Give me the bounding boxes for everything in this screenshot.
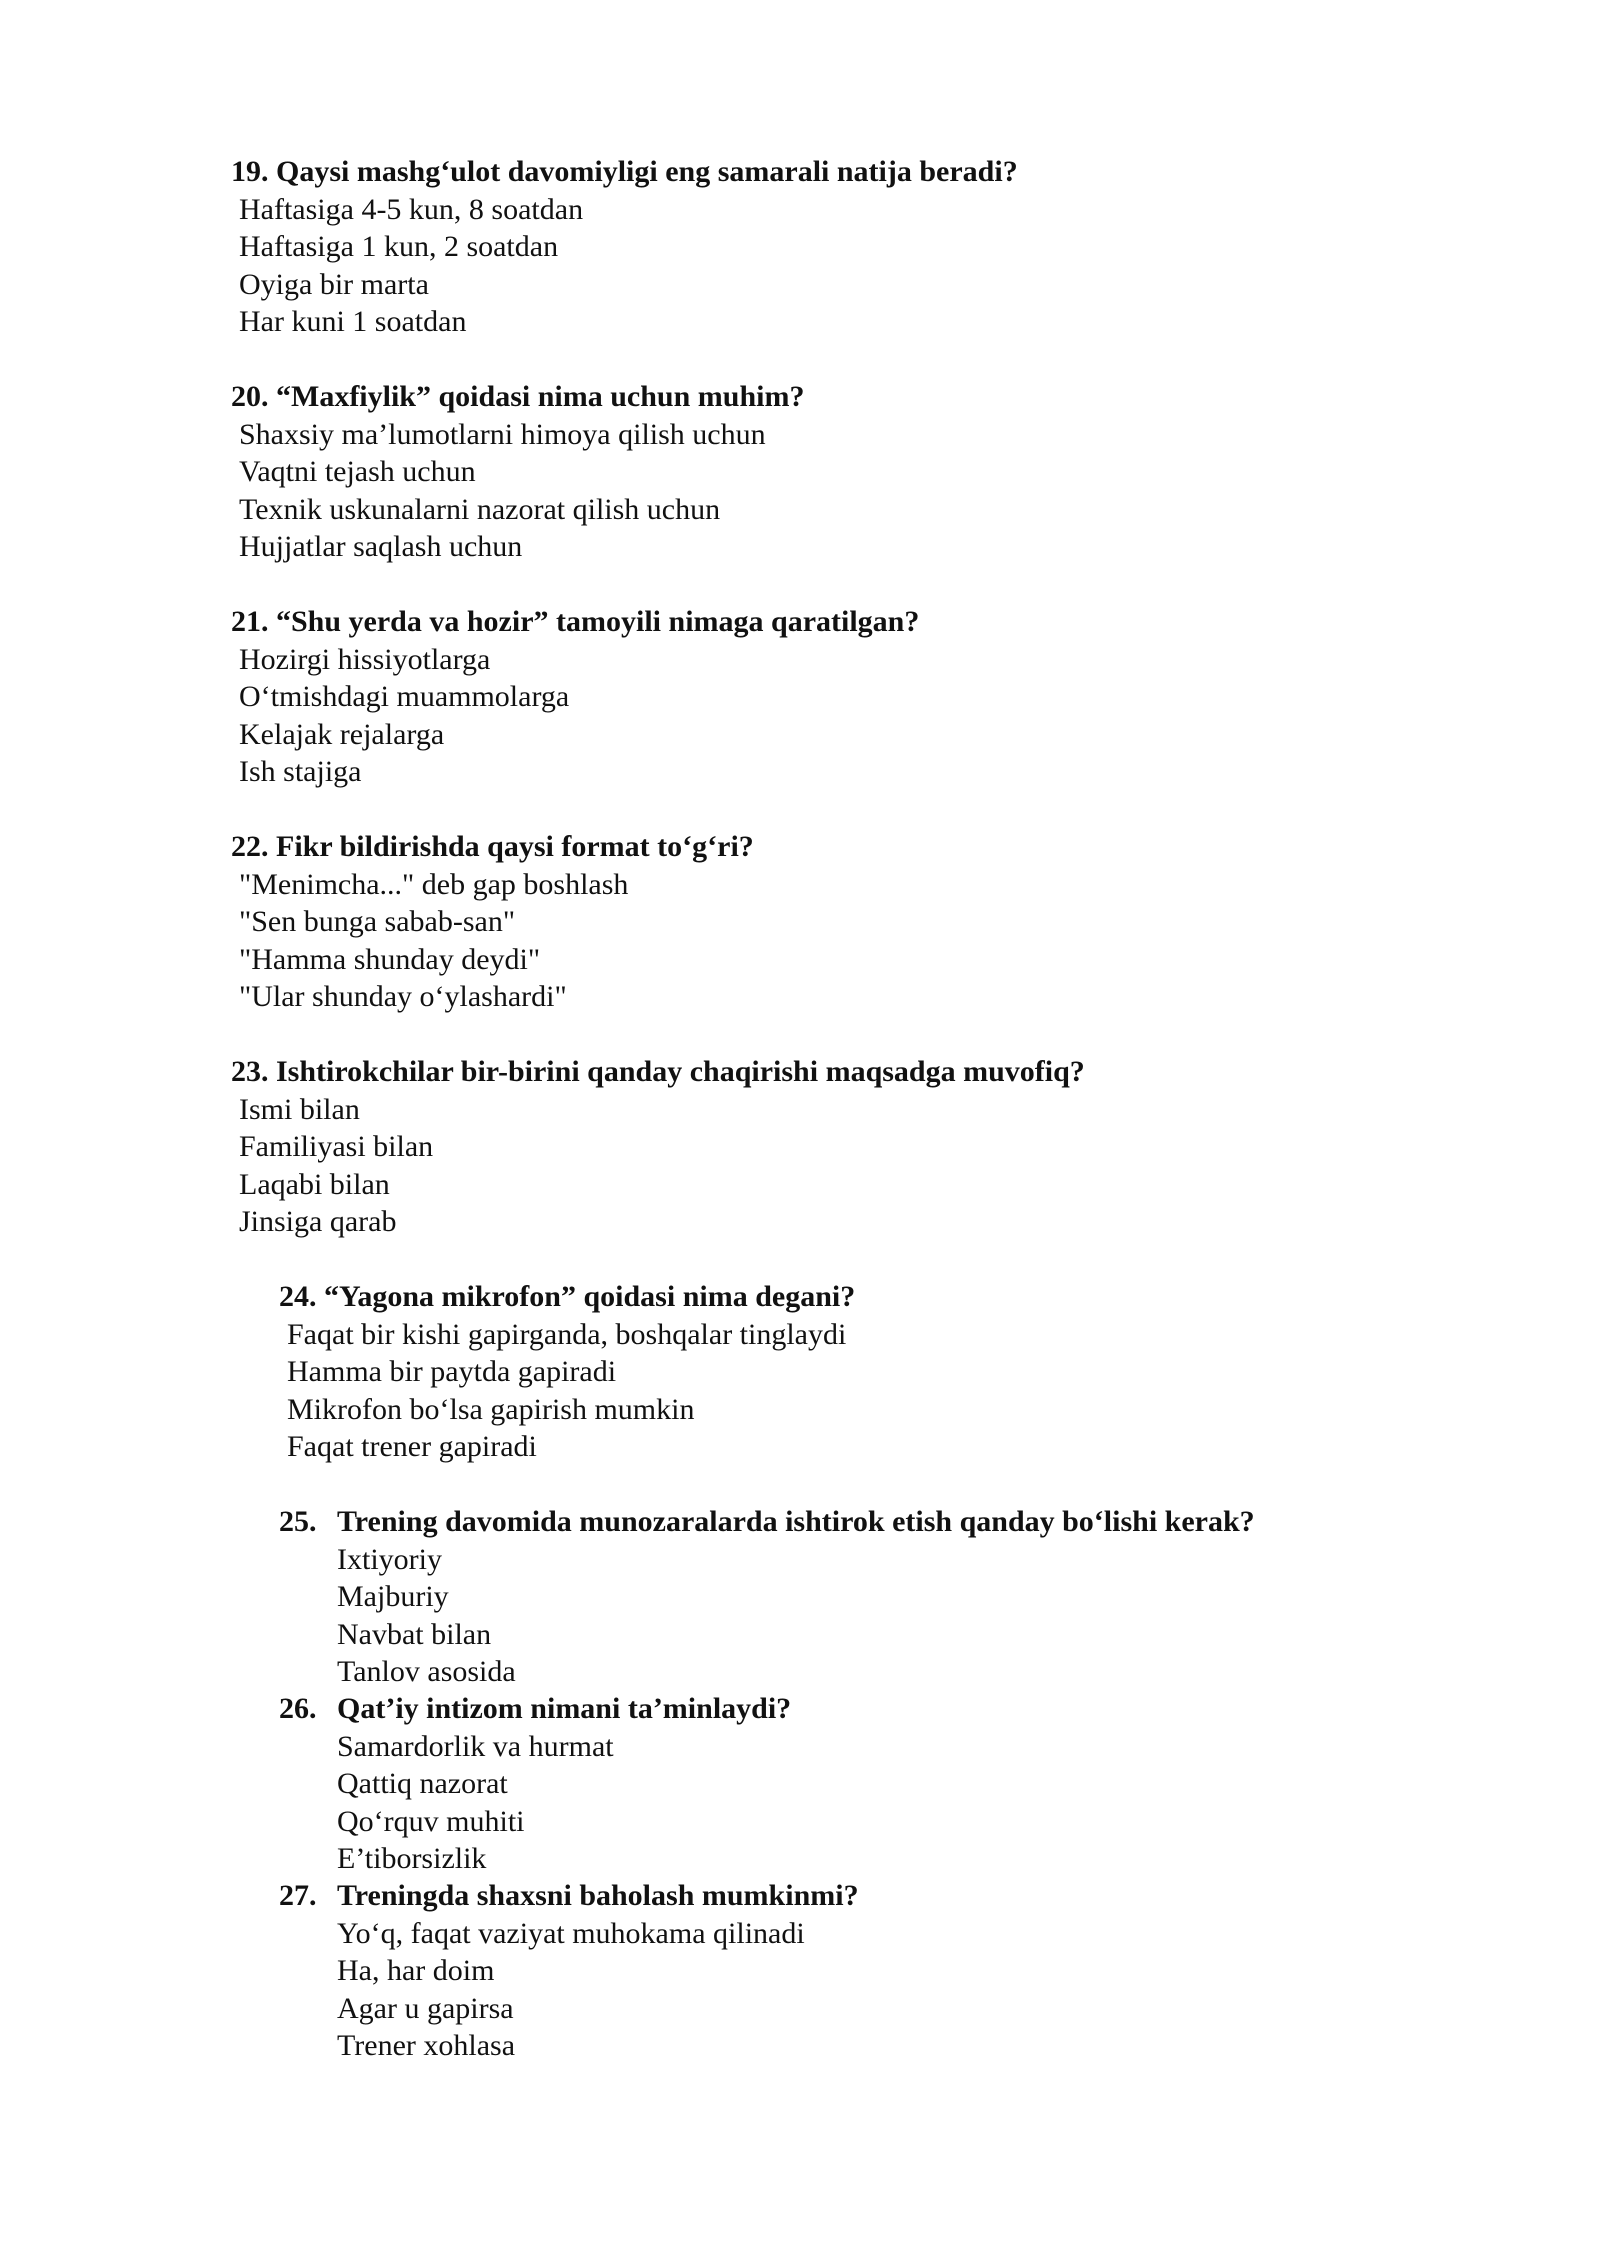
question-23 xyxy=(231,1053,1085,1241)
question-heading xyxy=(279,1503,1255,1541)
question-number: 26. xyxy=(279,1692,317,1725)
answer-options xyxy=(337,1728,791,1878)
answer-option: "Sen bunga sabab-san" xyxy=(239,905,516,938)
answer-option: Faqat bir kishi gapirganda, boshqalar tinglaydi xyxy=(287,1317,847,1351)
question-title: 22. Fikr bildirishda qaysi format to‘g‘ri? xyxy=(231,830,754,863)
answer-options xyxy=(337,1915,859,2065)
answer-option: Laqabi bilan xyxy=(239,1167,390,1201)
question-24 xyxy=(279,1278,855,1466)
answer-option: Mikrofon bo‘lsa gapirish mumkin xyxy=(287,1392,695,1426)
question-21 xyxy=(231,603,919,791)
question-number: 25. xyxy=(279,1505,317,1538)
answer-option: Hujjatlar saqlash uchun xyxy=(239,530,523,563)
answer-option: Majburiy xyxy=(337,1580,449,1613)
answer-options xyxy=(287,1316,855,1466)
answer-option: Tanlov asosida xyxy=(337,1655,516,1688)
question-heading xyxy=(279,1877,859,1915)
answer-option: Agar u gapirsa xyxy=(337,1991,514,2025)
answer-option: Vaqtni tejash uchun xyxy=(239,455,476,488)
answer-option: Trener xohlasa xyxy=(337,2029,516,2062)
question-title: Treningda shaxsni baholash mumkinmi? xyxy=(337,1879,859,1912)
answer-option: Texnik uskunalarni nazorat qilish uchun xyxy=(239,492,721,526)
answer-options xyxy=(337,1541,1255,1691)
question-22 xyxy=(231,828,754,1016)
answer-option: Jinsiga qarab xyxy=(239,1205,397,1238)
answer-option: Oyiga bir marta xyxy=(239,267,429,301)
answer-option: Hamma bir paytda gapiradi xyxy=(287,1355,617,1388)
question-title: 19. Qaysi mashg‘ulot davomiyligi eng samarali natija beradi? xyxy=(231,155,1018,188)
answer-option: Faqat trener gapiradi xyxy=(287,1430,537,1463)
question-number: 27. xyxy=(279,1879,317,1912)
question-title: 23. Ishtirokchilar bir-birini qanday chaqirishi maqsadga muvofiq? xyxy=(231,1055,1085,1088)
answer-option: Yo‘q, faqat vaziyat muhokama qilinadi xyxy=(337,1916,805,1950)
answer-option: Samardorlik va hurmat xyxy=(337,1729,614,1763)
question-title: 21. “Shu yerda va hozir” tamoyili nimaga qaratilgan? xyxy=(231,605,920,638)
question-26 xyxy=(279,1690,791,1878)
answer-option: Kelajak rejalarga xyxy=(239,717,445,751)
answer-option: Familiyasi bilan xyxy=(239,1130,434,1163)
answer-option: Ixtiyoriy xyxy=(337,1542,442,1576)
answer-options xyxy=(239,191,1018,341)
answer-option: O‘tmishdagi muammolarga xyxy=(239,680,570,713)
answer-option: Ish stajiga xyxy=(239,755,362,788)
answer-option: "Menimcha..." deb gap boshlash xyxy=(239,867,629,901)
question-title: Qat’iy intizom nimani ta’minlaydi? xyxy=(337,1692,792,1725)
question-19 xyxy=(231,153,1018,341)
answer-option: Shaxsiy ma’lumotlarni himoya qilish uchun xyxy=(239,417,766,451)
answer-options xyxy=(239,416,804,566)
answer-option: Navbat bilan xyxy=(337,1617,492,1651)
answer-option: Qattiq nazorat xyxy=(337,1767,508,1800)
question-title: 20. “Maxfiylik” qoidasi nima uchun muhim? xyxy=(231,380,805,413)
question-27 xyxy=(279,1877,859,2065)
answer-option: Ismi bilan xyxy=(239,1092,360,1126)
answer-option: Hozirgi hissiyotlarga xyxy=(239,642,491,676)
answer-option: "Ular shunday o‘ylashardi" xyxy=(239,980,567,1013)
answer-option: Haftasiga 4-5 kun, 8 soatdan xyxy=(239,192,584,226)
answer-options xyxy=(239,1091,1085,1241)
answer-option: Ha, har doim xyxy=(337,1954,495,1987)
question-title: Trening davomida munozaralarda ishtirok etish qanday bo‘lishi kerak? xyxy=(337,1505,1255,1538)
question-heading xyxy=(279,1690,791,1728)
question-title: 24. “Yagona mikrofon” qoidasi nima degani? xyxy=(279,1280,856,1313)
answer-options xyxy=(239,866,754,1016)
question-25 xyxy=(279,1503,1255,1691)
answer-option: "Hamma shunday deydi" xyxy=(239,942,541,976)
answer-option: E’tiborsizlik xyxy=(337,1842,487,1875)
answer-option: Qo‘rquv muhiti xyxy=(337,1804,525,1838)
answer-options xyxy=(239,641,919,791)
answer-option: Har kuni 1 soatdan xyxy=(239,305,467,338)
answer-option: Haftasiga 1 kun, 2 soatdan xyxy=(239,230,559,263)
question-20 xyxy=(231,378,804,566)
